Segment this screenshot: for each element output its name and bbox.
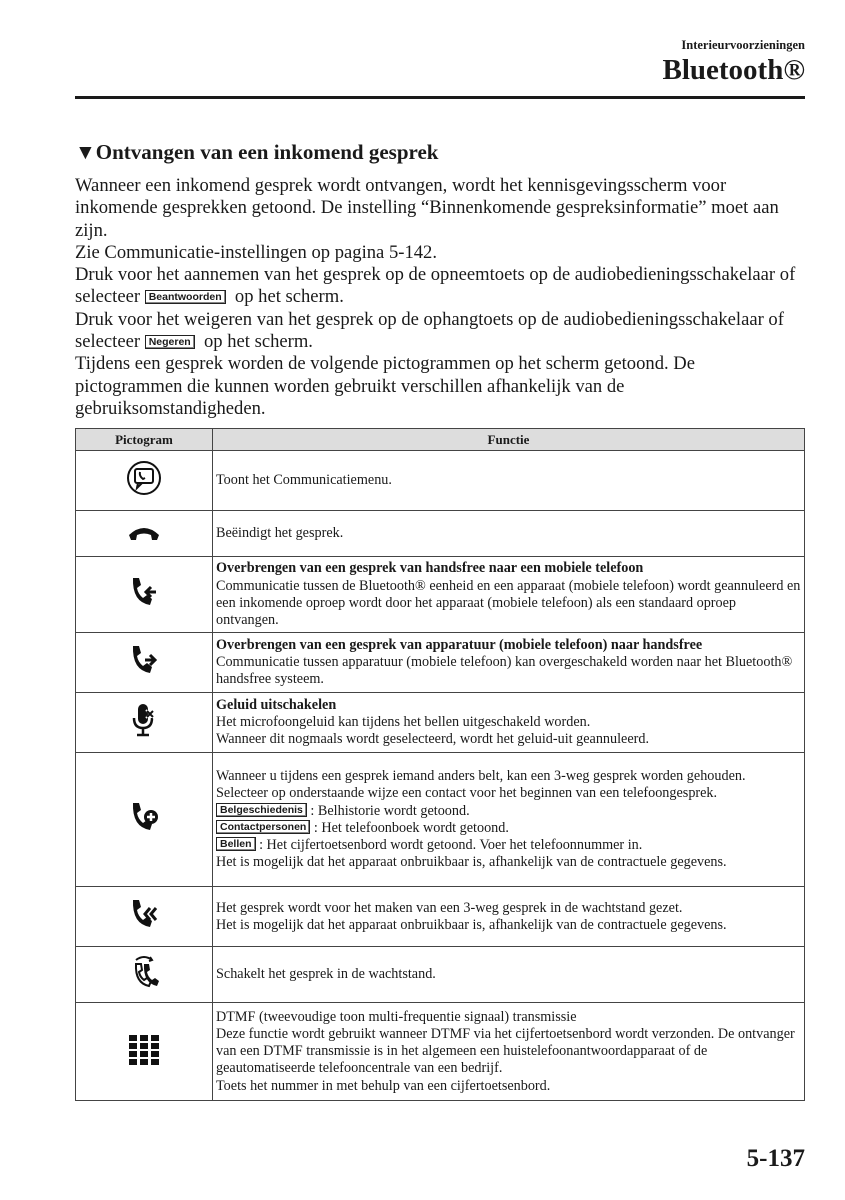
paragraph — [75, 309, 805, 354]
paragraph — [75, 264, 805, 309]
table-row — [76, 511, 805, 557]
pictogram-table — [75, 428, 805, 1101]
hold-call-icon — [124, 894, 164, 934]
option-desc: : Belhistorie wordt getoond. — [310, 802, 470, 819]
option-desc: : Het telefoonboek wordt getoond. — [313, 819, 509, 836]
column-header: Functie — [213, 429, 805, 451]
row-text: Het is mogelijk dat het apparaat onbruikbaar is, afhankelijk van de contractuele gegevens. — [216, 916, 727, 933]
page-number: 5-137 — [746, 1145, 805, 1172]
hang-up-icon — [124, 511, 164, 551]
row-title: Overbrengen van een gesprek van handsfree naar een mobiele telefoon — [216, 560, 644, 577]
table-row — [76, 887, 805, 947]
add-call-icon — [124, 797, 164, 837]
header-section: Interieurvoorzieningen — [681, 38, 805, 52]
answer-button-label: Beantwoorden — [145, 290, 226, 304]
row-text: Beëindigt het gesprek. — [213, 511, 805, 557]
text: Druk voor het weigeren van het gesprek op de ophangtoets op de audiobedieningsschakelaar of selecteer — [75, 308, 784, 353]
row-text: Het gesprek wordt voor het maken van een 3-weg gesprek in de wachtstand gezet. — [216, 899, 683, 916]
ignore-button-label: Negeren — [145, 335, 195, 349]
text: op het scherm. — [234, 286, 344, 308]
text: Druk voor het aannemen van het gesprek op de opneemtoets op de audiobedieningsschakelaar of selecteer — [75, 264, 796, 308]
row-text: Wanneer u tijdens een gesprek iemand anders belt, kan een 3-weg gesprek worden gehouden. Selecteer op onderstaande wijze een contact voor het beginnen van een telefoongesprek. — [216, 767, 746, 802]
table-row — [76, 451, 805, 511]
row-text: Deze functie wordt gebruikt wanneer DTMF via het cijfertoetsenbord wordt verzonden. De ontvanger van een DTMF transmissie is in het algemeen een huistelefoonantwoordapparaat of de geautomatiseerde telefooncentrale van een bedrijf. — [216, 1025, 795, 1077]
option-item — [216, 837, 801, 854]
paragraph: Wanneer een inkomend gesprek wordt ontvangen, wordt het kennisgevingsscherm voor inkomende gesprekken getoond. De instelling “Binnenkomende gespreksinformatie” moet aan zijn. — [75, 175, 779, 241]
mute-microphone-icon — [124, 700, 164, 740]
section-heading: ▼Ontvangen van een inkomend gesprek — [75, 140, 439, 164]
row-text: Schakelt het gesprek in de wachtstand. — [213, 947, 805, 1003]
table-row — [76, 1003, 805, 1101]
contacts-button-label: Contactpersonen — [216, 820, 310, 834]
dial-button-label: Bellen — [216, 837, 256, 851]
option-item — [216, 803, 801, 820]
communication-menu-icon — [124, 458, 164, 498]
option-desc: : Het cijfertoetsenbord wordt getoond. Voer het telefoonnummer in. — [259, 837, 643, 854]
transfer-to-phone-icon — [124, 572, 164, 612]
call-history-button-label: Belgeschiedenis — [216, 803, 307, 817]
header-title: Bluetooth® — [662, 54, 805, 86]
header-divider — [75, 96, 805, 99]
table-row — [76, 557, 805, 633]
column-header: Pictogram — [76, 429, 213, 451]
row-title: Geluid uitschakelen — [216, 696, 337, 713]
table-row — [76, 753, 805, 887]
text: op het scherm. — [204, 331, 313, 353]
row-title: Overbrengen van een gesprek van apparatuur (mobiele telefoon) naar handsfree — [216, 636, 703, 653]
table-header — [76, 429, 805, 451]
paragraph: Tijdens een gesprek worden de volgende pictogrammen op het scherm getoond. De pictogrammen die kunnen worden gebruikt verschillen afhankelijk van de gebruiksomstandigheden. — [75, 353, 695, 419]
paragraph: Zie Communicatie-instellingen op pagina 5-142. — [75, 241, 437, 263]
row-text: Wanneer dit nogmaals wordt geselecteerd, wordt het geluid-uit geannuleerd. — [216, 731, 649, 748]
row-text: Toont het Communicatiemenu. — [213, 451, 805, 511]
table-row — [76, 693, 805, 753]
table-row — [76, 947, 805, 1003]
row-text: Communicatie tussen de Bluetooth® eenheid en een apparaat (mobiele telefoon) wordt geannuleerd en een inkomende oproep wordt door het apparaat (mobiele telefoon) als een standaard oproep ontvangen. — [216, 577, 801, 629]
row-text: Toets het nummer in met behulp van een cijfertoetsenbord. — [216, 1077, 551, 1094]
table-row — [76, 633, 805, 693]
option-item — [216, 820, 801, 837]
row-text: DTMF (tweevoudige toon multi-frequentie signaal) transmissie — [216, 1008, 577, 1025]
row-text: Het microfoongeluid kan tijdens het bellen uitgeschakeld worden. — [216, 714, 591, 731]
body-text — [75, 175, 805, 420]
transfer-to-handsfree-icon — [124, 640, 164, 680]
keypad-icon — [124, 1029, 164, 1069]
row-text: Het is mogelijk dat het apparaat onbruikbaar is, afhankelijk van de contractuele gegevens. — [216, 854, 727, 871]
swap-call-icon — [124, 952, 164, 992]
row-text: Communicatie tussen apparatuur (mobiele telefoon) kan overgeschakeld worden naar het Bluetooth® handsfree systeem. — [216, 654, 793, 688]
